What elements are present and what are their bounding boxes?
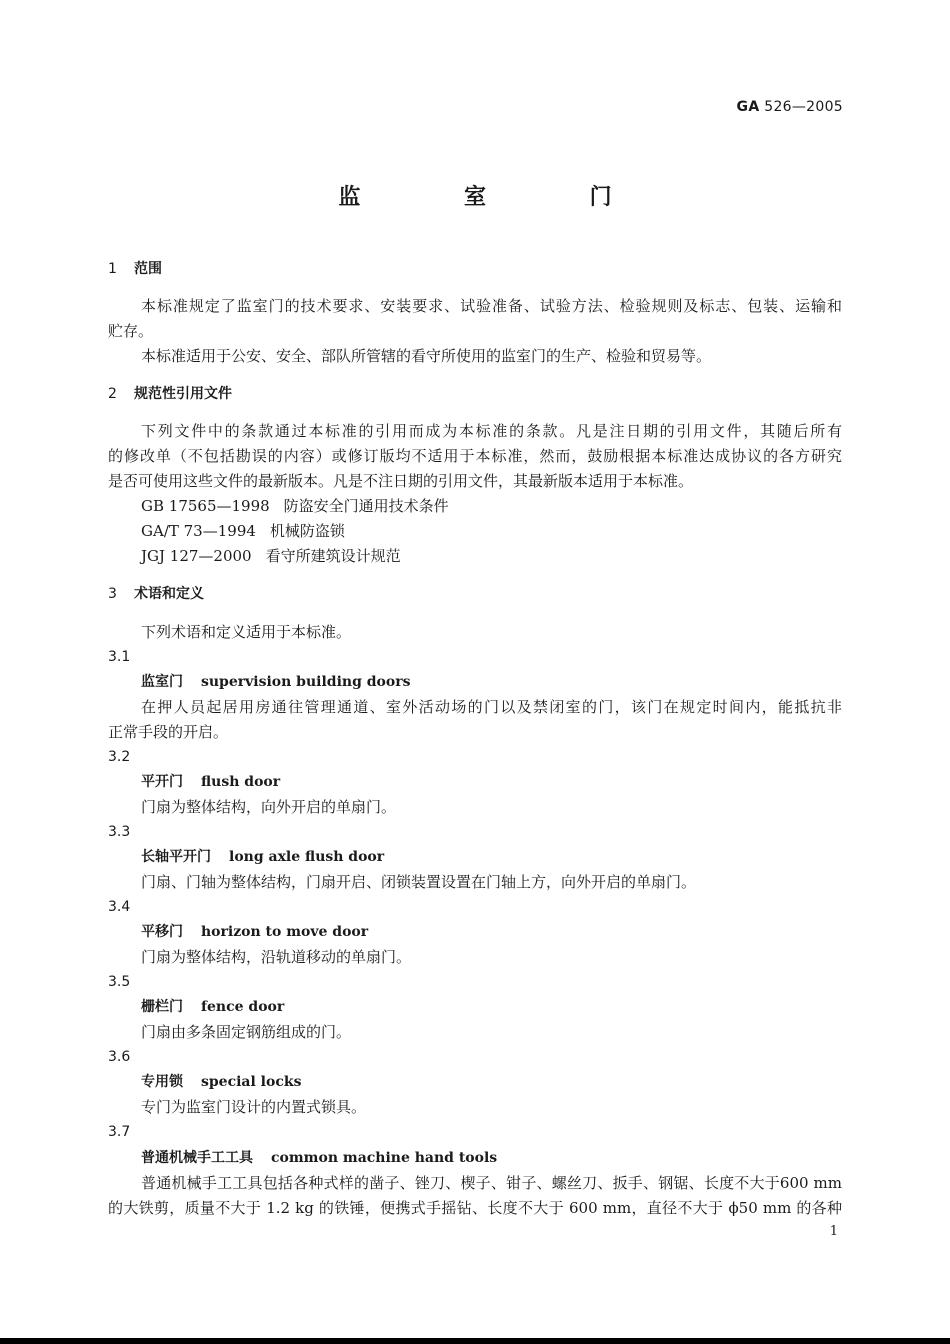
term-heading: 平开门 flush door xyxy=(141,774,281,790)
term-heading: 平移门 horizon to move door xyxy=(141,924,369,940)
section-heading-terms: 3 术语和定义 xyxy=(108,586,204,602)
term-definition: 门扇为整体结构，向外开启的单扇门。 xyxy=(141,798,397,816)
clause-number: 3.2 xyxy=(108,749,131,765)
term-heading: 长轴平开门 long axle flush door xyxy=(141,849,385,865)
clause-number: 3.6 xyxy=(108,1049,131,1065)
section-heading-normative-references: 2 规范性引用文件 xyxy=(108,386,232,402)
paragraph-line: 的修改单（不包括勘误的内容）或修订版均不适用于本标准，然而，鼓励根据本标准达成协议的各方研究 xyxy=(108,447,842,465)
term-definition: 在押人员起居用房通往管理通道、室外活动场的门以及禁闭室的门，该门在规定时间内，能抵抗非 xyxy=(141,698,842,716)
page-number: 1 xyxy=(829,1224,838,1239)
clause-number: 3.4 xyxy=(108,899,131,915)
paragraph-line: 是否可使用这些文件的最新版本。凡是不注日期的引用文件，其最新版本适用于本标准。 xyxy=(108,472,694,490)
paragraph-line: 贮存。 xyxy=(108,322,154,340)
term-definition: 门扇由多条固定钢筋组成的门。 xyxy=(141,1023,352,1041)
term-definition: 门扇、门轴为整体结构，门扇开启、闭锁装置设置在门轴上方，向外开启的单扇门。 xyxy=(141,873,697,891)
term-definition: 的大铁剪，质量不大于 1.2 kg 的铁锤，便携式手摇钻、长度不大于 600 mm，直径不大于 ϕ50 mm 的各种 xyxy=(108,1199,842,1217)
term-heading: 监室门 supervision building doors xyxy=(141,674,411,690)
term-definition: 专门为监室门设计的内置式锁具。 xyxy=(141,1098,367,1116)
term-heading: 专用锁 special locks xyxy=(141,1074,302,1090)
reference-item: JGJ 127—2000 看守所建筑设计规范 xyxy=(141,547,401,565)
standard-code: GA 526—2005 xyxy=(736,99,843,115)
section-heading-scope: 1 范围 xyxy=(108,261,162,277)
term-definition: 门扇为整体结构，沿轨道移动的单扇门。 xyxy=(141,948,412,966)
bottom-border xyxy=(0,1338,950,1344)
reference-item: GB 17565—1998 防盗安全门通用技术条件 xyxy=(141,497,449,515)
paragraph-line: 本标准规定了监室门的技术要求、安装要求、试验准备、试验方法、检验规则及标志、包装、运输和 xyxy=(141,297,842,315)
clause-number: 3.1 xyxy=(108,649,131,665)
clause-number: 3.7 xyxy=(108,1124,131,1140)
paragraph-line: 本标准适用于公安、安全、部队所管辖的看守所使用的监室门的生产、检验和贸易等。 xyxy=(141,347,712,365)
clause-number: 3.3 xyxy=(108,824,131,840)
term-heading: 普通机械手工工具 common machine hand tools xyxy=(141,1150,498,1166)
term-heading: 栅栏门 fence door xyxy=(141,999,285,1015)
clause-number: 3.5 xyxy=(108,974,131,990)
document-title: 监 室 门 xyxy=(338,185,660,210)
paragraph-line: 下列术语和定义适用于本标准。 xyxy=(141,623,352,641)
term-definition: 正常手段的开启。 xyxy=(108,723,229,741)
reference-item: GA/T 73—1994 机械防盗锁 xyxy=(141,522,345,540)
paragraph-line: 下列文件中的条款通过本标准的引用而成为本标准的条款。凡是注日期的引用文件，其随后所有 xyxy=(141,422,842,440)
term-definition: 普通机械手工工具包括各种式样的凿子、锉刀、楔子、钳子、螺丝刀、扳手、钢锯、长度不大于600 mm xyxy=(141,1174,842,1192)
